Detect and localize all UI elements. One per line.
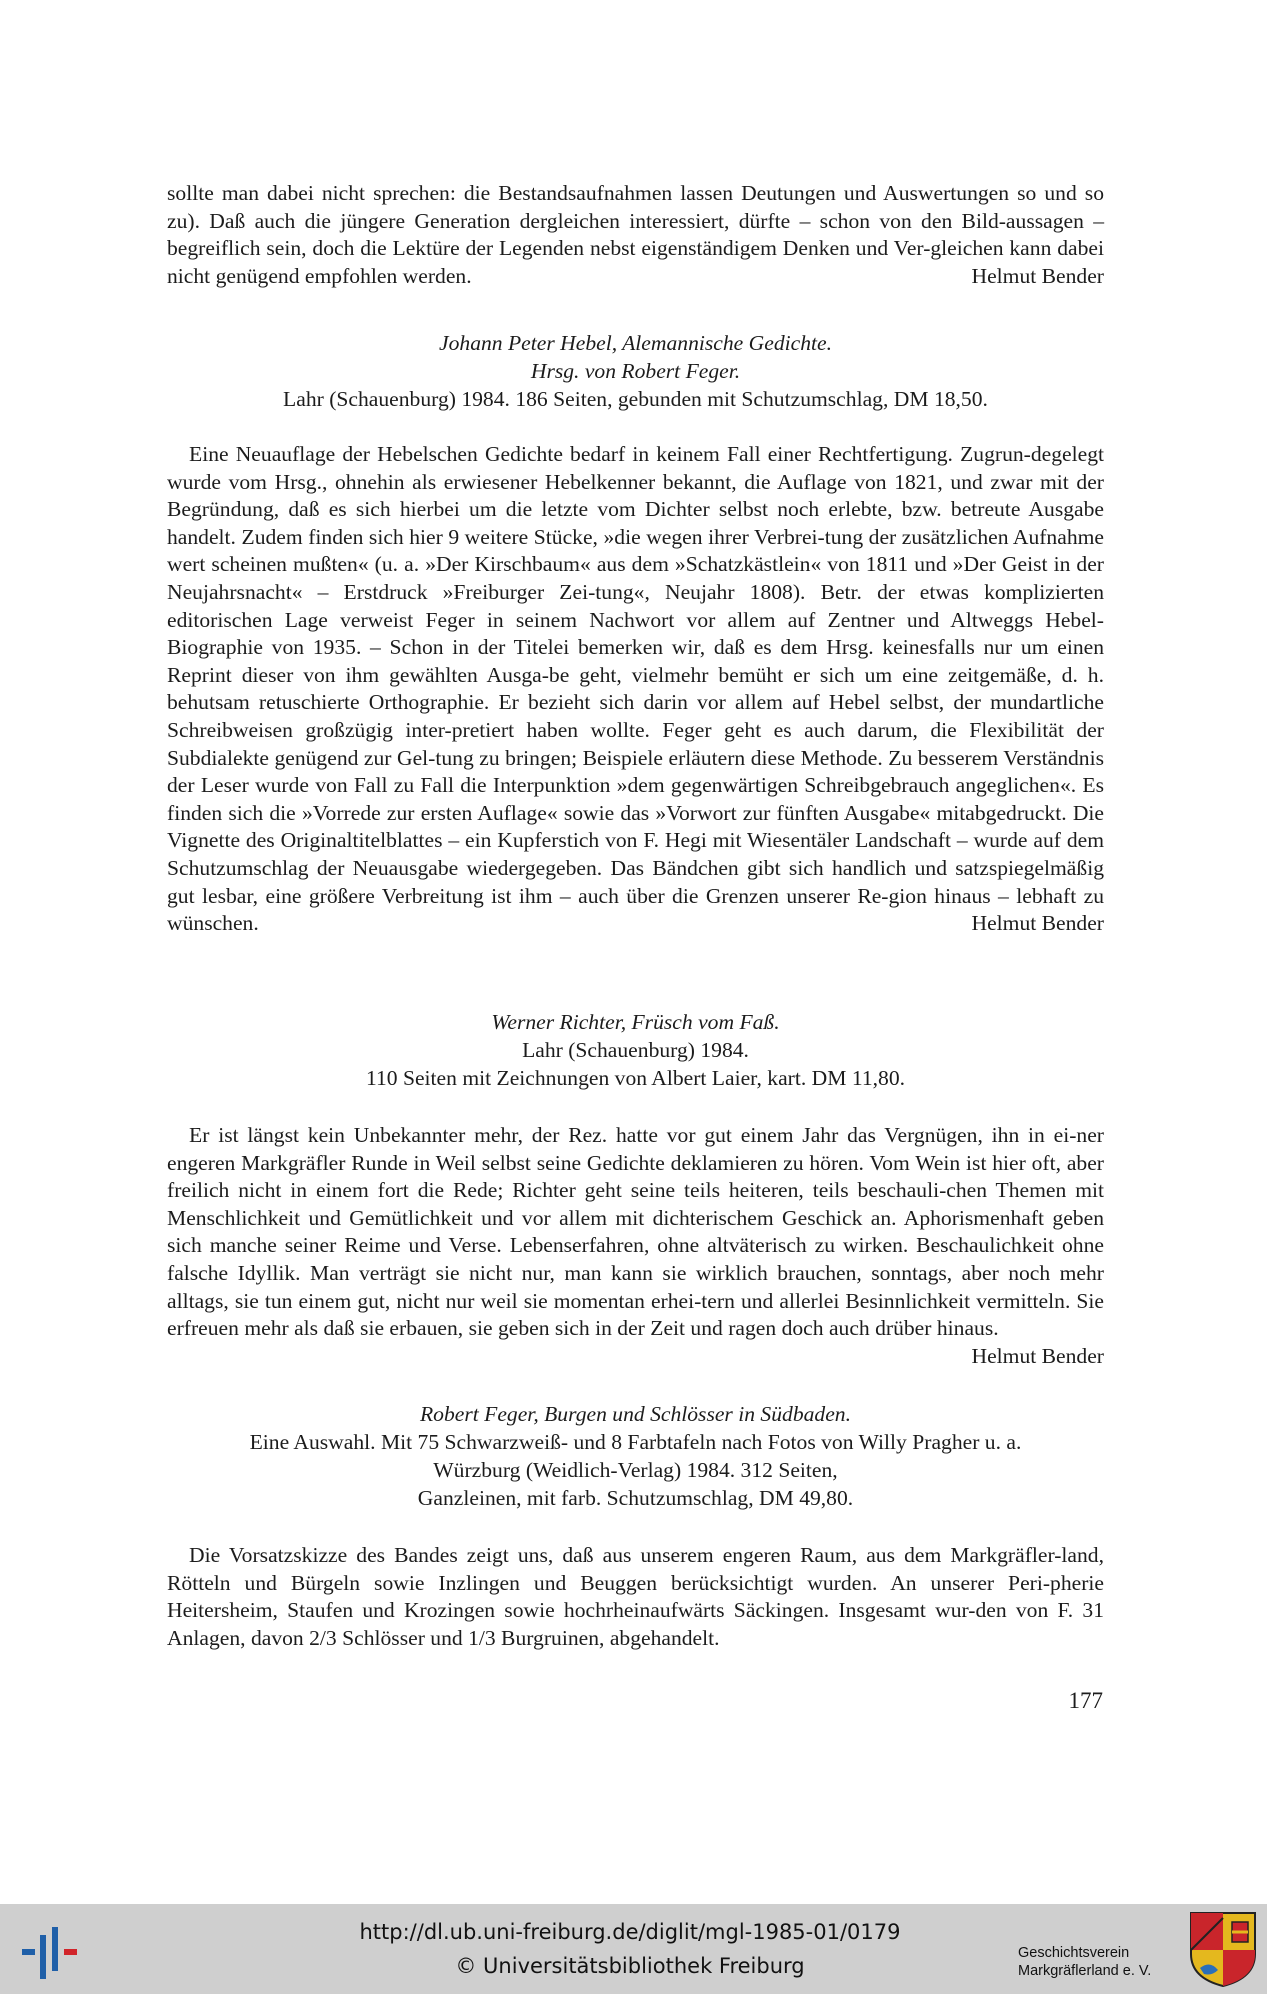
review-2-paragraph	[167, 1122, 1104, 1370]
review-3-body	[167, 1542, 1104, 1652]
review-3-paragraph	[167, 1542, 1104, 1652]
page-number: 177	[1068, 1688, 1103, 1713]
review-2-signature: Helmut Bender	[971, 1343, 1104, 1368]
intro-block	[167, 180, 1104, 290]
review-1-body	[167, 441, 1104, 938]
review-3-bibliography	[167, 1400, 1104, 1512]
review-3-title: Robert Feger, Burgen und Schlösser in Südbaden.	[419, 1402, 851, 1426]
intro-signature: Helmut Bender	[971, 263, 1104, 288]
review-2-publisher: Lahr (Schauenburg) 1984.	[522, 1038, 749, 1062]
review-2-body	[167, 1122, 1104, 1370]
society-name	[1018, 1944, 1188, 1980]
review-3-text: Die Vorsatzskizze des Bandes zeigt uns, daß aus unserem engeren Raum, aus dem Markgräfler-land, Rötteln und Bürgeln sowie Inzlingen und Beuggen berücksichtigt wurden. An unserer Peri-pherie Heitersheim, Staufen und Krozingen sowie hochrheinaufwärts Säckingen. Insgesamt wur-den von F. 31 Anlagen, davon 2/3 Schlösser und 1/3 Burgruinen, abgehandelt.	[167, 1543, 1104, 1650]
copyright-notice: © Universitätsbibliothek Freiburg	[455, 1954, 805, 1978]
review-2-bibliography	[167, 1008, 1104, 1092]
review-3-details: Eine Auswahl. Mit 75 Schwarzweiß- und 8 Farbtafeln nach Fotos von Willy Pragher u. a.	[249, 1430, 1022, 1454]
review-1-editor: Hrsg. von Robert Feger.	[530, 359, 741, 383]
review-3-publisher: Würzburg (Weidlich-Verlag) 1984. 312 Seiten,	[433, 1458, 838, 1482]
review-1-title: Johann Peter Hebel, Alemannische Gedichte.	[439, 331, 832, 355]
review-1-signature: Helmut Bender	[971, 911, 1104, 936]
review-1-text: Eine Neuauflage der Hebelschen Gedichte bedarf in keinem Fall einer Rechtfertigung. Zugrun-degelegt wurde vom Hrsg., ohnehin als erwiesener Hebelkenner bekannt, die Auflage von 1821, und zwar mit der Begründung, daß es sich hierbei um die letzte vom Dichter selbst noch erlebte, bzw. betreute Ausgabe handelt. Zudem finden sich hier 9 weitere Stücke, »die wegen ihrer Verbrei-tung der zusätzlichen Aufnahme wert scheinen mußten« (u. a. »Der Kirschbaum« aus dem »Schatzkästlein« von 1811 und »Der Geist in der Neujahrsnacht« – Erstdruck »Freiburger Zei-tung«, Neujahr 1808). Betr. der etwas komplizierten editorischen Lage verweist Feger in seinem Nachwort vor allem auf Zentner und Altweggs Hebel-Biographie von 1935. – Schon in der Titelei bemerken wir, daß es dem Hrsg. keinesfalls nur um einen Reprint dieser von ihm gewählten Ausga-be geht, vielmehr bemüht er sich um eine zeitgemäße, d. h. behutsam retuschierte Orthographie. Er bezieht sich darin vor allem auf Hebel selbst, der mundartliche Schreibweisen großzügig inter-pretiert haben wollte. Feger geht es auch darum, die Flexibilität der Subdialekte genügend zur Gel-tung zu bringen; Beispiele erläutern diese Methode. Zu besserem Verständnis der Leser wurde von Fall zu Fall die Interpunktion »dem gegenwärtigen Schreibgebrauch angeglichen«. Es finden sich die »Vorrede zur ersten Auflage« sowie das »Vorwort zur fünften Ausgabe« mitabgedruckt. Die Vignette des Originaltitelblattes – ein Kupferstich von F. Hegi mit Wiesentäler Landschaft – wurde auf dem Schutzumschlag der Neuausgabe wiedergegeben. Das Bändchen gibt sich handlich und satzspiegelmäßig gut lesbar, eine größere Verbreitung ist ihm – auch über die Grenzen unserer Re-gion hinaus – lebhaft zu wünschen.	[167, 442, 1104, 936]
permalink-url[interactable]: http://dl.ub.uni-freiburg.de/diglit/mgl-1985-01/0179	[359, 1920, 901, 1944]
society-line-2: Markgräflerland e. V.	[1018, 1963, 1152, 1979]
review-1-publication: Lahr (Schauenburg) 1984. 186 Seiten, gebunden mit Schutzumschlag, DM 18,50.	[283, 387, 988, 411]
review-1-paragraph	[167, 441, 1104, 938]
society-line-1: Geschichtsverein	[1018, 1945, 1130, 1961]
coat-of-arms-icon	[1188, 1910, 1258, 1988]
review-2-publication: 110 Seiten mit Zeichnungen von Albert Laier, kart. DM 11,80.	[365, 1066, 906, 1090]
intro-paragraph	[167, 180, 1104, 290]
ub-freiburg-logo-icon	[16, 1913, 82, 1983]
review-2-title: Werner Richter, Früsch vom Faß.	[491, 1010, 780, 1034]
intro-text: sollte man dabei nicht sprechen: die Bestandsaufnahmen lassen Deutungen und Auswertungen so und so zu). Daß auch die jüngere Generation dergleichen interessiert, dürfte – schon von den Bild-aussagen – begreiflich sein, doch die Lektüre der Legenden nebst eigenständigem Denken und Ver-gleichen kann dabei nicht genügend empfohlen werden.	[167, 181, 1104, 288]
review-1-bibliography	[167, 329, 1104, 413]
review-3-binding: Ganzleinen, mit farb. Schutzumschlag, DM 49,80.	[417, 1486, 854, 1510]
review-2-text: Er ist längst kein Unbekannter mehr, der Rez. hatte vor gut einem Jahr das Vergnügen, ihn in ei-ner engeren Markgräfler Runde in Weil selbst seine Gedichte deklamieren zu hören. Vom Wein ist hier oft, aber freilich nicht in einem fort die Rede; Richter geht seine teils heiteren, teils beschauli-chen Themen mit Menschlichkeit und Gemütlichkeit und vor allem mit dichterischem Geschick an. Aphorismenhaft geben sich manche seiner Reime und Verse. Lebenserfahren, ohne altväterisch zu wirken. Beschaulichkeit ohne falsche Idyllik. Man verträgt sie nicht nur, man kann sie wirklich brauchen, sonntags, aber noch mehr alltags, sie tun einem gut, nicht nur weil sie momentan erhei-tern und allerlei Besinnlichkeit vermitteln. Sie erfreuen mehr als daß sie erbauen, sie geben sich in der Zeit und ragen doch auch drüber hinaus.	[167, 1123, 1104, 1341]
